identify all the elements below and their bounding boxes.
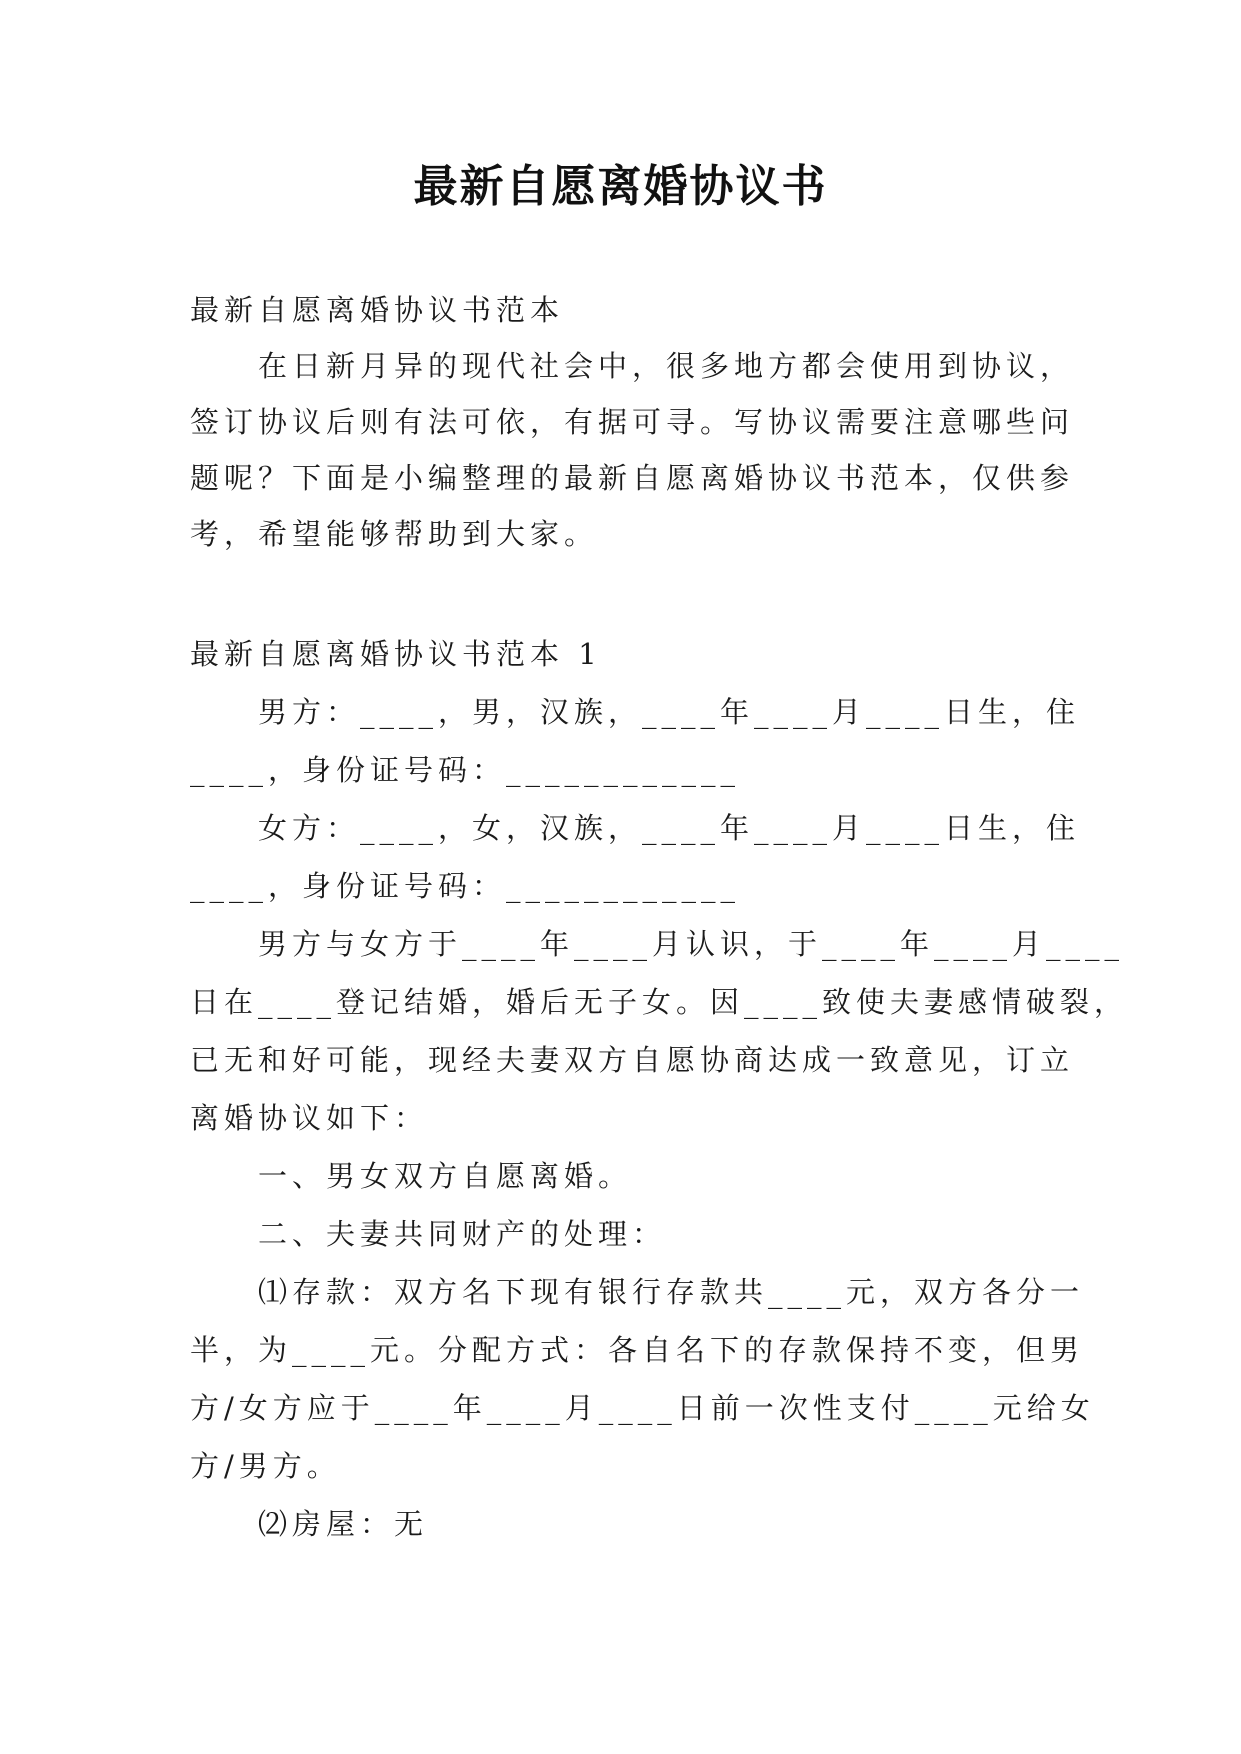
paragraph-line: 一、男女双方自愿离婚。 [258, 1159, 633, 1193]
paragraph-line: 已无和好可能，现经夫妻双方自愿协商达成一致意见，订立 [190, 1043, 1075, 1077]
paragraph-line: ____，身份证号码：____________ [190, 753, 741, 787]
paragraph-line: 二、夫妻共同财产的处理： [258, 1217, 667, 1251]
subtitle: 最新自愿离婚协议书范本 [190, 293, 565, 327]
paragraph-line: 在日新月异的现代社会中，很多地方都会使用到协议， [258, 349, 1075, 383]
paragraph-line: 离婚协议如下： [190, 1101, 429, 1135]
paragraph-line: 方/男方。 [190, 1449, 341, 1483]
section-heading: 最新自愿离婚协议书范本 1 [190, 637, 602, 671]
paragraph-line: 考，希望能够帮助到大家。 [190, 517, 599, 551]
paragraph-line: 男方：____，男，汉族，____年____月____日生，住 [258, 695, 1081, 729]
paragraph-line: 日在____登记结婚，婚后无子女。因____致使夫妻感情破裂， [190, 985, 1129, 1019]
paragraph-line: ____，身份证号码：____________ [190, 869, 741, 903]
paragraph-line: 男方与女方于____年____月认识，于____年____月____ [258, 927, 1125, 961]
paragraph-line: 女方：____，女，汉族，____年____月____日生，住 [258, 811, 1081, 845]
paragraph-line: ⑵房屋：无 [258, 1507, 429, 1541]
paragraph-line: 方/女方应于____年____月____日前一次性支付____元给女 [190, 1391, 1095, 1425]
paragraph-line: 题呢？下面是小编整理的最新自愿离婚协议书范本，仅供参 [190, 461, 1075, 495]
paragraph-line: 签订协议后则有法可依，有据可寻。写协议需要注意哪些问 [190, 405, 1075, 439]
paragraph-line: ⑴存款：双方名下现有银行存款共____元，双方各分一 [258, 1275, 1085, 1309]
document-title: 最新自愿离婚协议书 [413, 161, 828, 212]
paragraph-line: 半，为____元。分配方式：各自名下的存款保持不变，但男 [190, 1333, 1085, 1367]
